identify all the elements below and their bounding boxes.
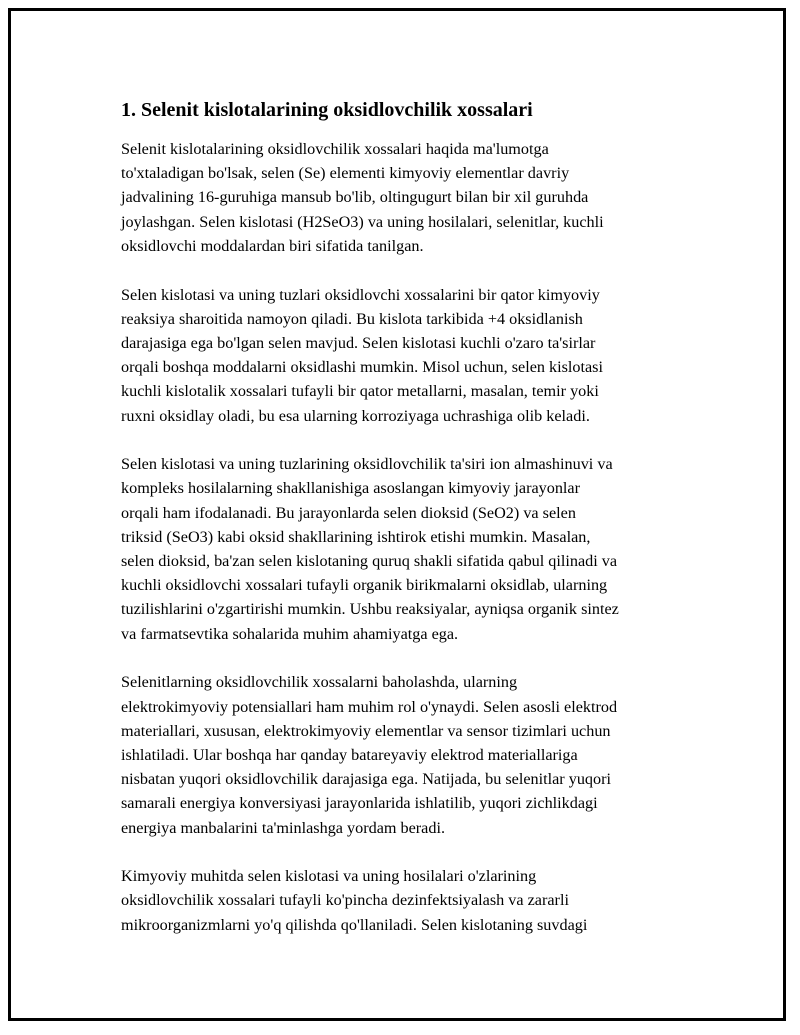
paragraph-2: Selen kislotasi va uning tuzlari oksidlovchi xossalarini bir qator kimyoviy reaksiya sharoitida namoyon qiladi. Bu kislota tarkibida +4 oksidlanish darajasiga ega bo'lgan selen mavjud. Selen kislotasi kuchli o'zaro ta'sirlar orqali boshqa moddalarni oksidlashi mumkin. Misol uchun, selen kislotasi kuchli kislotalik xossalari tufayli bir qator metallarni, masalan, temir yoki ruxni oksidlay oladi, bu esa ularning korroziyaga uchrashiga olib keladi. — [121, 285, 603, 425]
page-frame — [8, 8, 786, 1021]
paragraph-5: Kimyoviy muhitda selen kislotasi va uning hosilalari o'zlarining oksidlovchilik xossalari tufayli ko'pincha dezinfektsiyalash va zararli mikroorganizmlarni yo'q qilishda qo'llaniladi. Selen kislotaning suvdagi — [121, 867, 588, 934]
document-body — [121, 97, 711, 961]
paragraph-1: Selenit kislotalarining oksidlovchilik xossalari haqida ma'lumotga to'xtaladigan bo'lsak, selen (Se) elementi kimyoviy elementlar davriy jadvalining 16-guruhiga mansub bo'lib, oltingugurt bilan bir xil guruhda joylashgan. Selen kislotasi (H2SeO3) va uning hosilalari, selenitlar, kuchli oksidlovchi moddalardan biri sifatida tanilgan. — [121, 140, 604, 255]
paragraph-3: Selen kislotasi va uning tuzlarining oksidlovchilik ta'siri ion almashinuvi va kompleks hosilalarning shakllanishiga asoslangan kimyoviy jarayonlar orqali ham ifodalanadi. Bu jarayonlarda selen dioksid (SeO2) va selen triksid (SeO3) kabi oksid shakllarining ishtirok etishi mumkin. Masalan, selen dioksid, ba'zan selen kislotaning quruq shakli sifatida qabul qilinadi va kuchli oksidlovchi xossalari tufayli organik birikmalarni oksidlab, ularning tuzilishlarini o'zgartirishi mumkin. Ushbu reaksiyalar, ayniqsa organik sintez va farmatsevtika sohalarida muhim ahamiyatga ega. — [121, 455, 619, 643]
section-heading: 1. Selenit kislotalarining oksidlovchilik xossalari — [121, 99, 533, 121]
paragraph-4: Selenitlarning oksidlovchilik xossalarni baholashda, ularning elektrokimyoviy potensiallari ham muhim rol o'ynaydi. Selen asosli elektrod materiallari, xususan, elektrokimyoviy elementlar va sensor tizimlari uchun ishlatiladi. Ular boshqa har qanday batareyaviy elektrod materiallariga nisbatan yuqori oksidlovchilik darajasiga ega. Natijada, bu selenitlar yuqori samarali energiya konversiyasi jarayonlarida ishlatilib, yuqori zichlikdagi energiya manbalarini ta'minlashga yordam beradi. — [121, 673, 618, 837]
